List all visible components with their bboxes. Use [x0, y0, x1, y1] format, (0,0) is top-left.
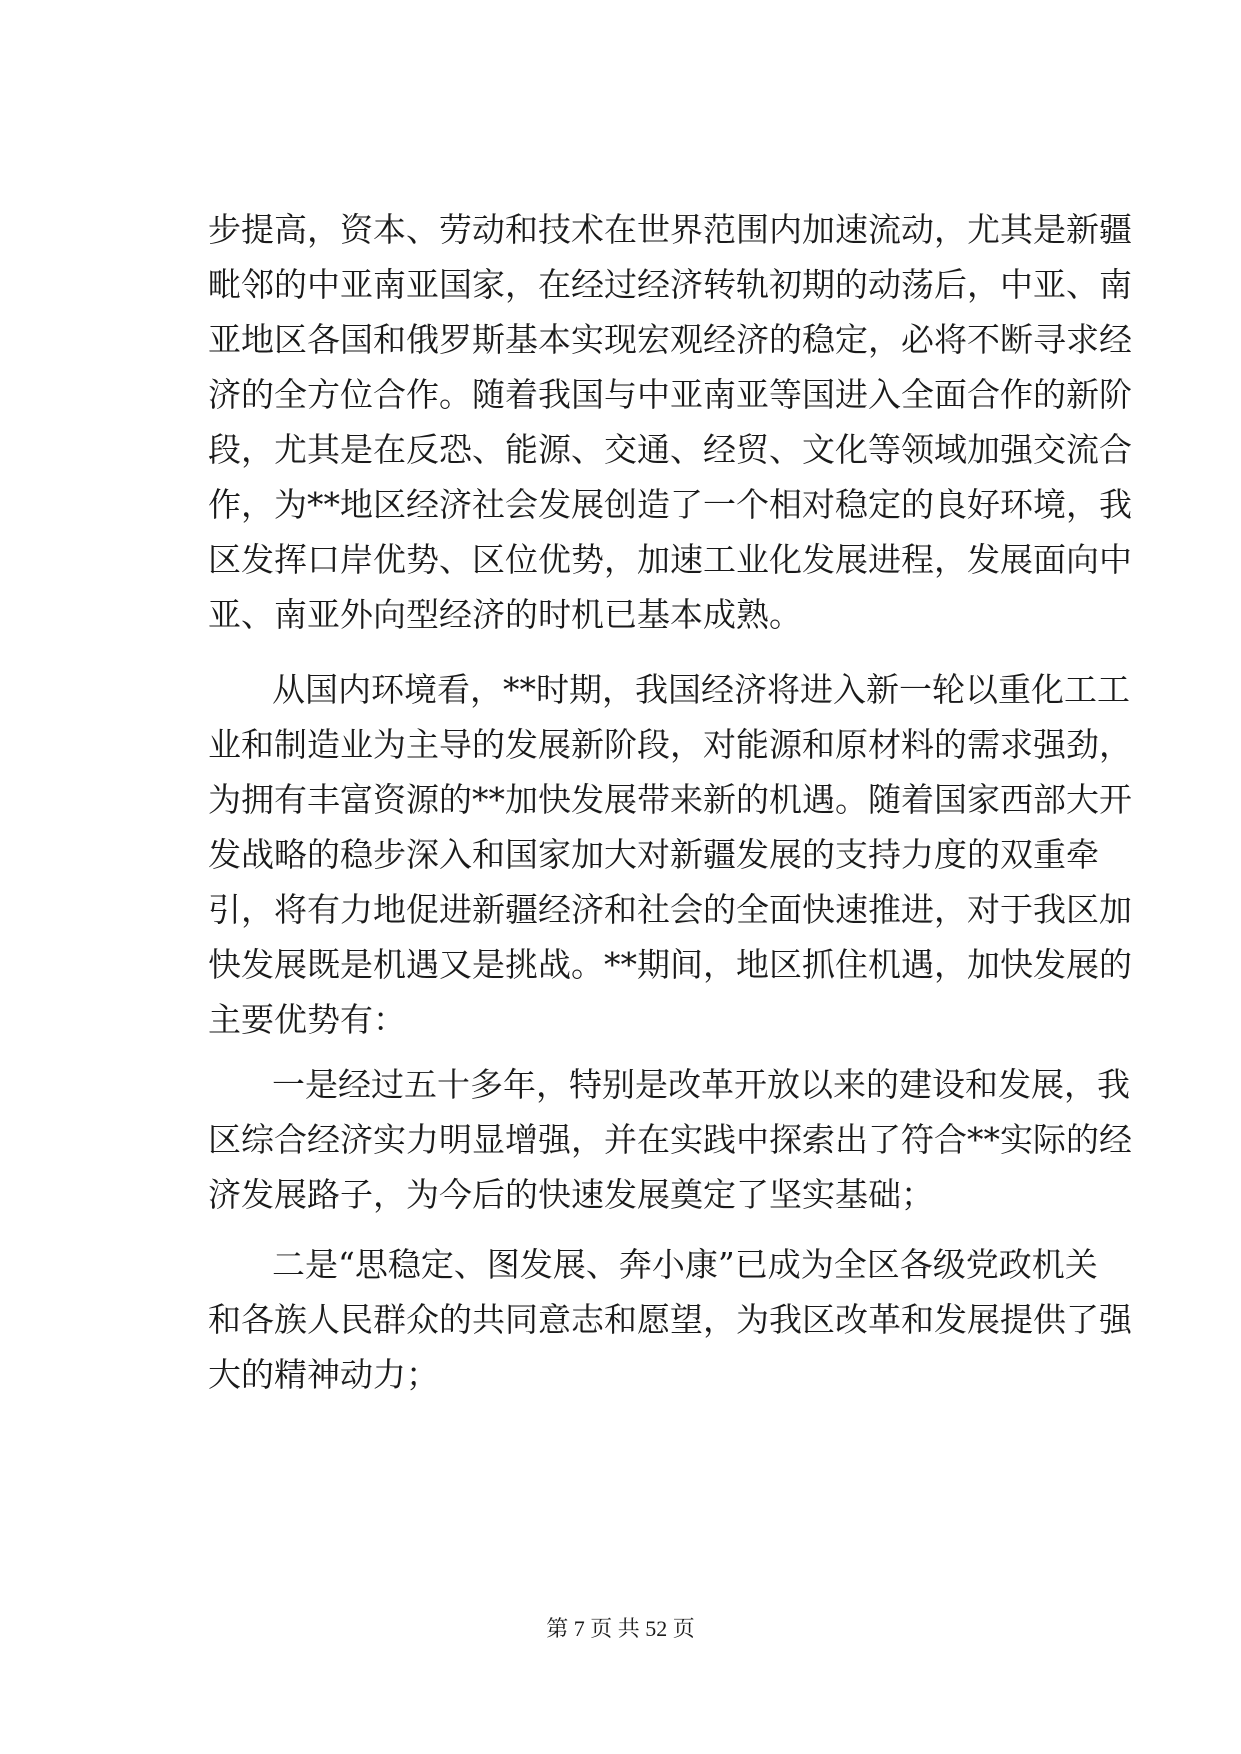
text-line: 亚、南亚外向型经济的时机已基本成熟。 [208, 595, 802, 634]
text-line: 作，为**地区经济社会发展创造了一个相对稳定的良好环境，我 [208, 485, 1132, 524]
text-line: 毗邻的中亚南亚国家，在经过经济转轨初期的动荡后，中亚、南 [208, 265, 1132, 304]
paragraph-start-line: 一是经过五十多年，特别是改革开放以来的建设和发展，我 [272, 1065, 1130, 1104]
text-line: 亚地区各国和俄罗斯基本实现宏观经济的稳定，必将不断寻求经 [208, 320, 1132, 359]
text-line: 业和制造业为主导的发展新阶段，对能源和原材料的需求强劲， [208, 725, 1132, 764]
text-line: 济发展路子，为今后的快速发展奠定了坚实基础； [208, 1175, 934, 1214]
text-line: 发战略的稳步深入和国家加大对新疆发展的支持力度的双重牵 [208, 835, 1099, 874]
text-line: 快发展既是机遇又是挑战。**期间，地区抓住机遇，加快发展的 [208, 945, 1132, 984]
text-line: 步提高，资本、劳动和技术在世界范围内加速流动，尤其是新疆 [208, 210, 1132, 249]
text-line: 和各族人民群众的共同意志和愿望，为我区改革和发展提供了强 [208, 1300, 1132, 1339]
text-line: 为拥有丰富资源的**加快发展带来新的机遇。随着国家西部大开 [208, 780, 1132, 819]
text-line: 主要优势有： [208, 1000, 406, 1039]
paragraph-start-line: 从国内环境看，**时期，我国经济将进入新一轮以重化工工 [272, 670, 1130, 709]
text-line: 区综合经济实力明显增强，并在实践中探索出了符合**实际的经 [208, 1120, 1132, 1159]
text-line: 区发挥口岸优势、区位优势，加速工业化发展进程，发展面向中 [208, 540, 1132, 579]
paragraph-start-line: 二是“思稳定、图发展、奔小康”已成为全区各级党政机关 [272, 1245, 1098, 1284]
text-line: 大的精神动力； [208, 1355, 439, 1394]
text-line: 济的全方位合作。随着我国与中亚南亚等国进入全面合作的新阶 [208, 375, 1132, 414]
text-line: 引，将有力地促进新疆经济和社会的全面快速推进，对于我区加 [208, 890, 1132, 929]
page-number-footer: 第 7 页 共 52 页 [546, 1616, 695, 1641]
text-line: 段，尤其是在反恐、能源、交通、经贸、文化等领域加强交流合 [208, 430, 1132, 469]
